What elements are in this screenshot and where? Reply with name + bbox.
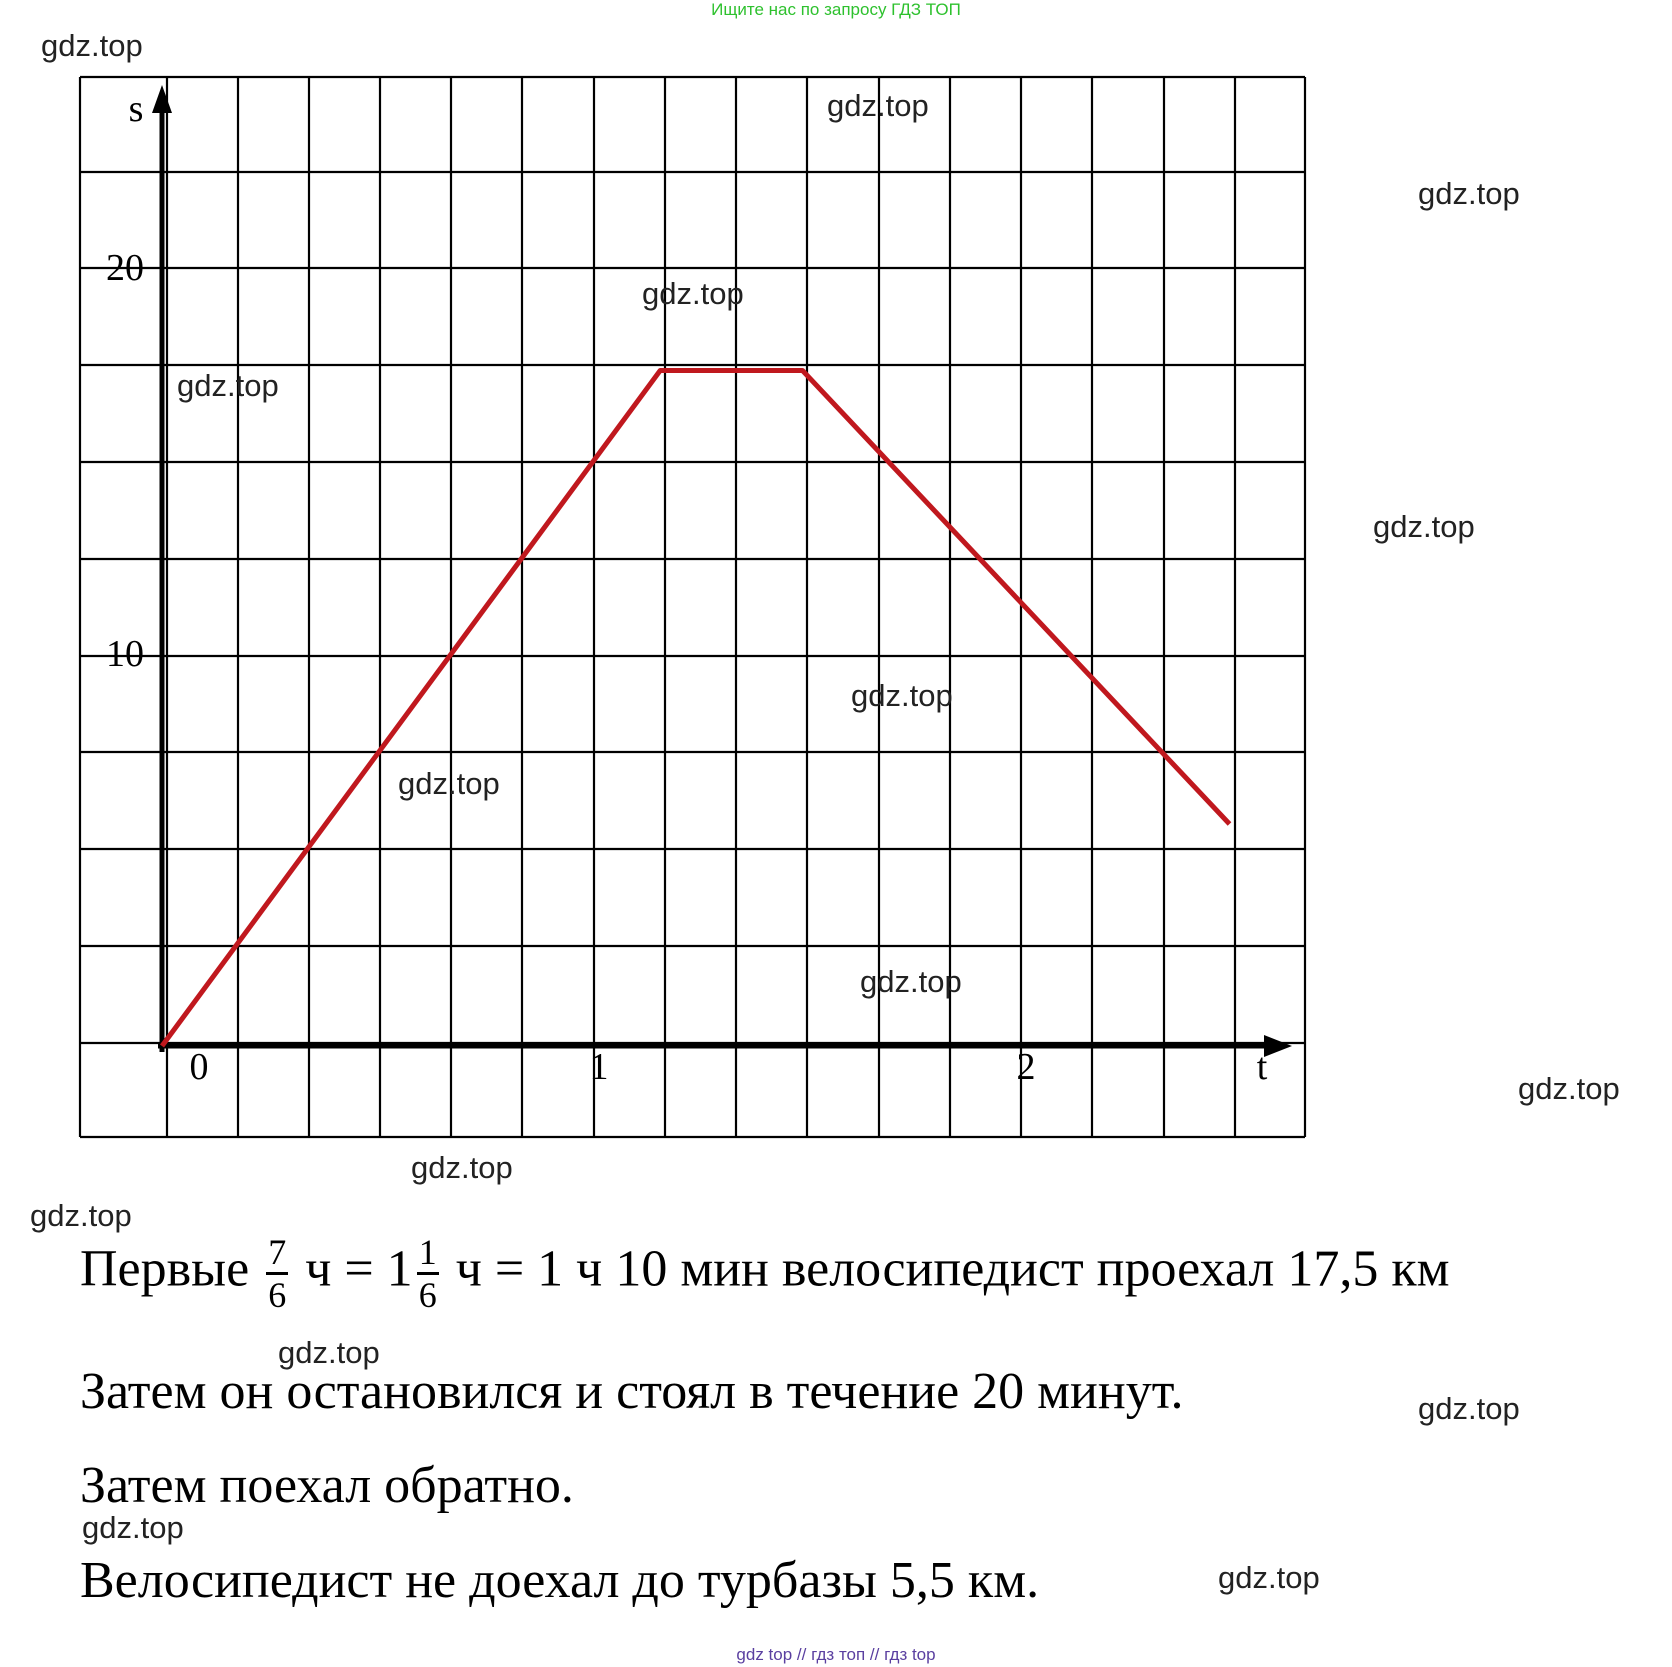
fraction-1-6 bbox=[417, 1232, 439, 1315]
watermark: gdz.top bbox=[278, 1335, 380, 1370]
text-line-1 bbox=[80, 1232, 1450, 1315]
text-line-2: Затем он остановился и стоял в течение 20 минут. bbox=[80, 1363, 1184, 1420]
search-banner: Ищите нас по запросу ГДЗ ТОП bbox=[711, 0, 961, 19]
y-axis-arrow bbox=[152, 85, 172, 113]
chart-labels bbox=[106, 88, 1268, 1088]
x-axis-arrow bbox=[1264, 1035, 1292, 1057]
line1-end: ч = 1 ч 10 мин велосипедист проехал 17,5 км bbox=[455, 1240, 1450, 1298]
watermark: gdz.top bbox=[30, 1198, 132, 1233]
fraction-7-6 bbox=[266, 1232, 288, 1315]
watermark: gdz.top bbox=[860, 964, 962, 999]
watermark: gdz.top bbox=[1518, 1071, 1620, 1106]
y-axis-label: s bbox=[128, 88, 144, 130]
watermark: gdz.top bbox=[411, 1150, 513, 1185]
chart-grid bbox=[80, 77, 1305, 1137]
line1-mid: ч = 1 bbox=[305, 1240, 413, 1298]
x-tick-label: 2 bbox=[1016, 1046, 1036, 1088]
x-tick-label: 0 bbox=[189, 1046, 209, 1088]
watermark: gdz.top bbox=[827, 88, 929, 123]
text-line-4: Велосипедист не доехал до турбазы 5,5 км. bbox=[80, 1552, 1040, 1609]
watermark: gdz.top bbox=[1218, 1560, 1320, 1595]
fraction-numerator: 1 bbox=[417, 1232, 439, 1275]
watermark: gdz.top bbox=[851, 678, 953, 713]
watermark: gdz.top bbox=[1418, 1391, 1520, 1426]
data-line bbox=[162, 371, 1230, 1047]
y-tick-label: 10 bbox=[106, 633, 144, 675]
watermark: gdz.top bbox=[177, 368, 279, 403]
text-line-3: Затем поехал обратно. bbox=[80, 1457, 574, 1514]
fraction-numerator: 7 bbox=[266, 1232, 288, 1275]
watermark: gdz.top bbox=[1418, 176, 1520, 211]
watermark: gdz.top bbox=[1373, 509, 1475, 544]
watermark: gdz.top bbox=[398, 766, 500, 801]
watermark: gdz.top bbox=[82, 1510, 184, 1545]
chart-axes bbox=[152, 85, 1292, 1057]
fraction-denominator: 6 bbox=[418, 1275, 437, 1315]
x-tick-label: 1 bbox=[589, 1046, 609, 1088]
footer-links: gdz top // гдз топ // гдз top bbox=[736, 1645, 936, 1664]
x-axis-label: t bbox=[1256, 1046, 1268, 1088]
watermark: gdz.top bbox=[41, 28, 143, 63]
chart-series bbox=[162, 370, 1230, 1046]
watermark: gdz.top bbox=[642, 276, 744, 311]
y-tick-label: 20 bbox=[106, 247, 144, 289]
line1-start: Первые bbox=[80, 1240, 250, 1298]
fraction-denominator: 6 bbox=[268, 1275, 287, 1315]
